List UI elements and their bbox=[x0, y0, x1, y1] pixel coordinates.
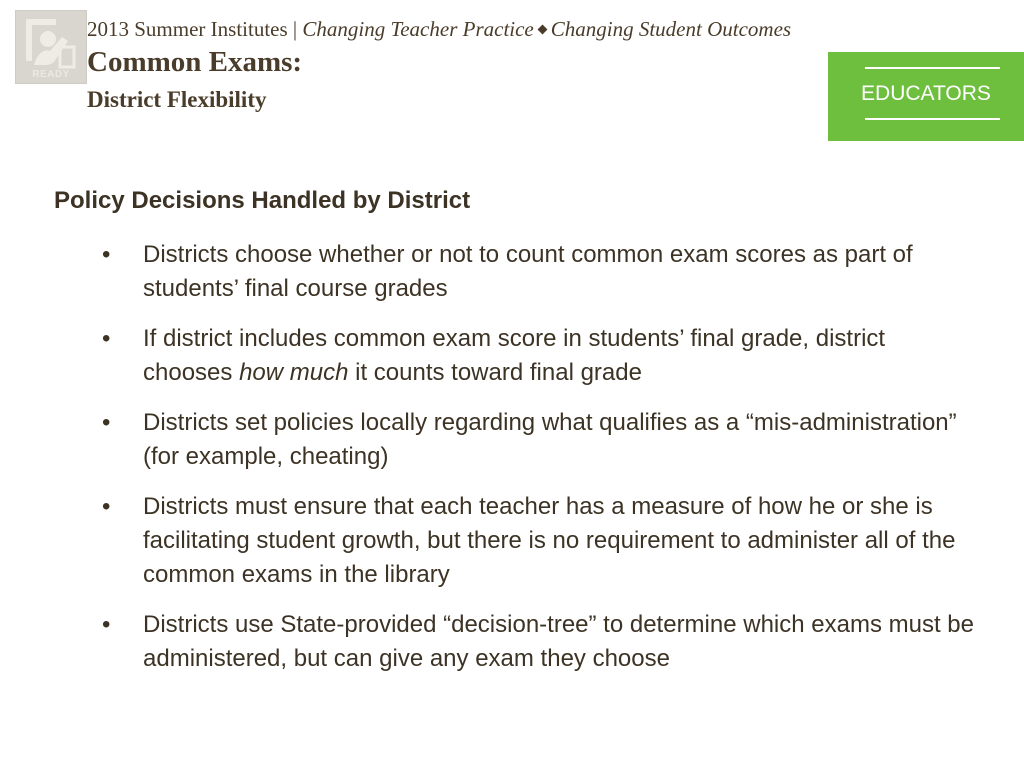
event-banner bbox=[87, 17, 791, 42]
educators-badge bbox=[828, 52, 1024, 141]
badge-label: EDUCATORS bbox=[861, 82, 991, 105]
bullet-item bbox=[98, 490, 978, 592]
badge-rule-bottom bbox=[865, 118, 1000, 120]
event-name: 2013 Summer Institutes bbox=[87, 17, 288, 41]
event-separator: | bbox=[287, 17, 303, 41]
bullet-dot-icon: • bbox=[102, 241, 111, 268]
diamond-separator-icon bbox=[537, 25, 547, 35]
bullet-item bbox=[98, 322, 978, 390]
bullet-dot-icon: • bbox=[102, 611, 111, 638]
bullet-emphasis: how much bbox=[239, 359, 349, 386]
ready-logo bbox=[15, 10, 87, 84]
bullet-list bbox=[98, 238, 978, 692]
tagline-right: Changing Student Outcomes bbox=[550, 17, 792, 41]
bullet-text: If district includes common exam score in students’ final grade, district chooses bbox=[143, 325, 886, 386]
bullet-dot-icon: • bbox=[102, 409, 111, 436]
bullet-item bbox=[98, 238, 978, 306]
bullet-text-end: it counts toward final grade bbox=[348, 359, 642, 386]
bullet-text: Districts choose whether or not to count common exam scores as part of students’ final course grades bbox=[143, 241, 913, 302]
bullet-dot-icon: • bbox=[102, 493, 111, 520]
logo-text: READY bbox=[32, 69, 70, 80]
bullet-item bbox=[98, 608, 978, 676]
bullet-item bbox=[98, 406, 978, 474]
bullet-dot-icon: • bbox=[102, 325, 111, 352]
bullet-text: Districts must ensure that each teacher has a measure of how he or she is facilitating student growth, but there is no requirement to administer all of the common exams in the library bbox=[143, 493, 956, 588]
bullet-text: Districts set policies locally regarding what qualifies as a “mis-administration” (for example, cheating) bbox=[143, 409, 957, 470]
bullet-text: Districts use State-provided “decision-tree” to determine which exams must be administered, but can give any exam they choose bbox=[143, 611, 974, 672]
slide-title: Common Exams: bbox=[87, 46, 303, 78]
section-heading: Policy Decisions Handled by District bbox=[54, 187, 471, 214]
slide-subtitle: District Flexibility bbox=[87, 87, 267, 112]
badge-rule-top bbox=[865, 67, 1000, 69]
tagline-left: Changing Teacher Practice bbox=[302, 17, 534, 41]
